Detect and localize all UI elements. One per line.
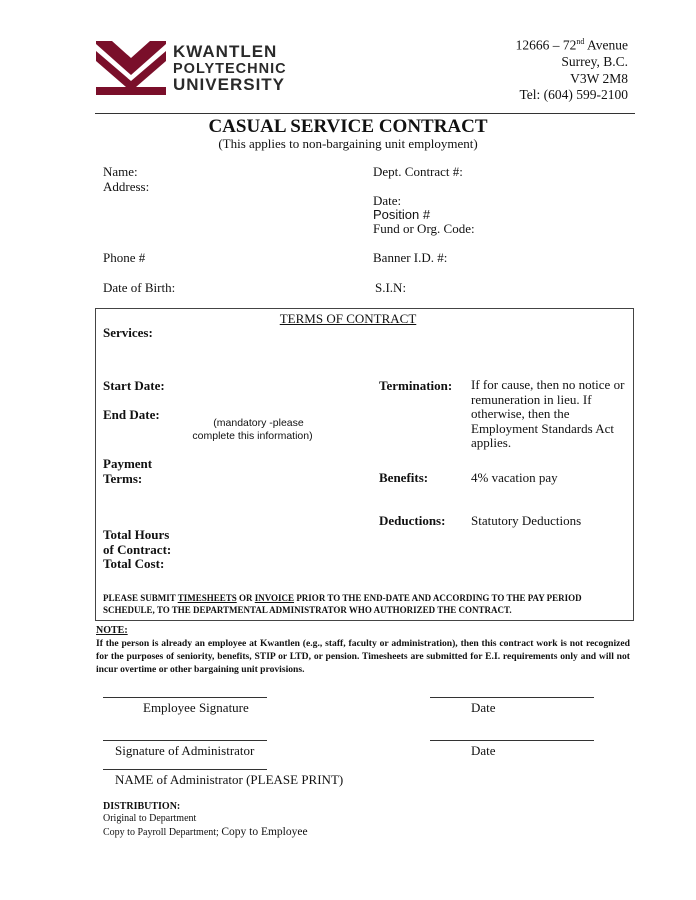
employee-signature-label: Employee Signature — [143, 700, 249, 715]
logo-line-1: KWANTLEN — [173, 42, 278, 61]
logo-line-2: POLYTECHNIC — [173, 60, 287, 77]
mandatory-line-2: complete this information) — [192, 430, 313, 442]
total-hours-line-2: of Contract: — [103, 541, 172, 557]
fund-code-field[interactable]: Fund or Org. Code: — [373, 221, 475, 236]
address-tel: Tel: (604) 599-2100 — [519, 87, 628, 102]
header-divider — [95, 113, 635, 114]
kpu-k-mark-icon — [96, 41, 166, 95]
address-postal: V3W 2M8 — [570, 70, 628, 86]
total-hours-field[interactable] — [103, 528, 171, 572]
services-field[interactable]: Services: — [103, 325, 153, 340]
note-heading: NOTE: — [96, 625, 128, 636]
logo-line-3: UNIVERSITY — [173, 75, 286, 94]
invoice-emphasis: INVOICE — [254, 593, 295, 603]
deductions-label: Deductions: — [379, 513, 446, 528]
submit-instructions: PLEASE SUBMIT TIMESHEETS OR INVOICE PRIOR TO THE END-DATE AND ACCORDING TO THE PAY PERIOD SCHEDULE, TO THE DEPARTMENTAL ADMINISTRATOR WHO AUTHORIZED THE CONTRACT. — [103, 593, 582, 615]
admin-name-label: NAME of Administrator (PLEASE PRINT) — [115, 772, 344, 787]
termination-line: otherwise, then the — [471, 406, 570, 421]
timesheets-emphasis: TIMESHEETS — [177, 593, 237, 603]
university-address — [516, 34, 628, 104]
document-subtitle: (This applies to non-bargaining unit employment) — [218, 136, 478, 151]
total-cost-field[interactable]: Total Cost: — [103, 556, 165, 571]
employee-date-label: Date — [471, 700, 496, 715]
payment-line-2: Terms: — [103, 471, 143, 486]
benefits-label: Benefits: — [379, 470, 429, 485]
address-street: 12666 – 72nd Avenue — [515, 37, 628, 53]
dept-contract-field[interactable]: Dept. Contract #: — [373, 164, 463, 179]
admin-name-line[interactable] — [103, 769, 267, 770]
termination-label: Termination: — [379, 378, 453, 393]
note-body: If the person is already an employee at Kwantlen (e.g., staff, faculty or administration), then this contract work is not recognized for the purposes of seniority, benefits, STIP or LTD, or pension. Timesheets are submitted for E.I. requirements only and will not incur overtime or other bargaining unit provisions. — [96, 638, 630, 675]
termination-text — [471, 378, 631, 451]
termination-line: applies. — [471, 435, 512, 450]
name-field[interactable]: Name: — [103, 164, 138, 179]
benefits-text: 4% vacation pay — [471, 470, 558, 485]
payment-line-1: Payment — [103, 456, 153, 471]
document-title: CASUAL SERVICE CONTRACT — [208, 116, 488, 137]
admin-signature-label: Signature of Administrator — [115, 743, 255, 758]
distribution-line-1: Original to Department — [103, 813, 197, 824]
university-logo-text — [173, 44, 287, 94]
termination-line: remuneration in lieu. If — [471, 391, 592, 407]
date-field[interactable]: Date: — [373, 193, 402, 208]
terms-heading: TERMS OF CONTRACT — [279, 311, 417, 326]
total-hours-line-1: Total Hours — [103, 527, 170, 542]
banner-id-field[interactable]: Banner I.D. #: — [373, 250, 448, 265]
address-field[interactable]: Address: — [103, 179, 150, 194]
sin-field[interactable]: S.I.N: — [375, 280, 407, 295]
dob-field[interactable]: Date of Birth: — [103, 280, 176, 295]
admin-date-label: Date — [471, 743, 496, 758]
mandatory-note — [185, 417, 320, 443]
employee-signature-line[interactable] — [103, 697, 267, 698]
start-date-field[interactable]: Start Date: — [103, 378, 165, 393]
admin-signature-line[interactable] — [103, 740, 267, 741]
employee-date-line[interactable] — [430, 697, 594, 698]
termination-line: If for cause, then no notice or — [471, 377, 625, 392]
deductions-text: Statutory Deductions — [471, 513, 582, 528]
termination-line: Employment Standards Act — [471, 420, 614, 436]
terms-of-contract-box — [95, 308, 634, 621]
phone-field[interactable]: Phone # — [103, 250, 146, 265]
distribution-heading: DISTRIBUTION: — [103, 801, 181, 812]
end-date-field[interactable]: End Date: — [103, 407, 160, 422]
distribution-line-2: Copy to Payroll Department; Copy to Employee — [103, 826, 308, 838]
position-field[interactable]: Position # — [373, 207, 431, 222]
mandatory-line-1: (mandatory -please — [213, 417, 304, 429]
payment-terms-field[interactable] — [103, 456, 152, 486]
admin-date-line[interactable] — [430, 740, 594, 741]
address-city: Surrey, B.C. — [561, 54, 628, 69]
